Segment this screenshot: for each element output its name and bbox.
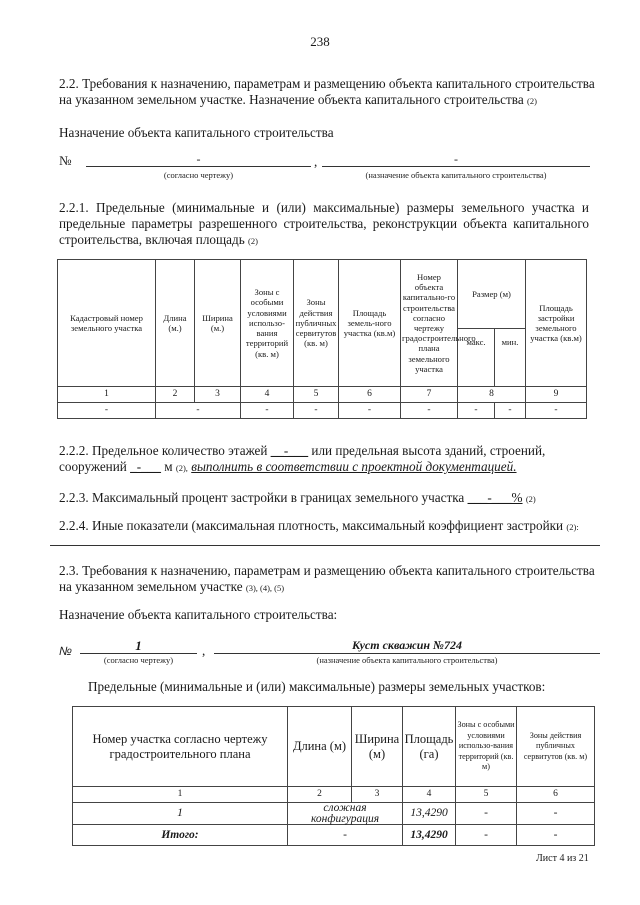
cell-area: 13,4290 bbox=[403, 803, 456, 825]
header-object-number: Номер объекта капитально-го строительства согласно чертежу градостроительного плана земельного участка bbox=[401, 260, 458, 387]
section-divider-line bbox=[50, 545, 600, 546]
header-length: Длина (м.) bbox=[156, 260, 195, 387]
column-number: 3 bbox=[195, 387, 241, 403]
column-number: 2 bbox=[156, 387, 195, 403]
header-size-max: макс. bbox=[458, 329, 495, 387]
section-2-2-1-line2: предельные параметры разрешенного строительства, реконструкции объекта капитального bbox=[59, 216, 589, 231]
header-cadastral: Кадастровый номер земельного участка bbox=[58, 260, 156, 387]
section-2-2-1-line1: 2.2.1. Предельные (минимальные и (или) максимальные) размеры земельного участка и bbox=[59, 200, 589, 215]
cell-zones-servitude: - bbox=[517, 803, 595, 825]
total-zones-servitude: - bbox=[517, 825, 595, 846]
floors-value: __-___ bbox=[270, 443, 309, 458]
header-width: Ширина (м.) bbox=[195, 260, 241, 387]
column-number: 2 bbox=[288, 787, 352, 803]
build-percent-value: ___-___% bbox=[467, 490, 523, 505]
cell-plot-number: 1 bbox=[73, 803, 288, 825]
header-built-area: Площадь застройки земельного участка (кв.м) bbox=[526, 260, 587, 387]
drawing-number-underline bbox=[86, 166, 311, 167]
height-value: _-___ bbox=[130, 459, 161, 474]
purpose-value: - bbox=[454, 152, 458, 166]
caption-drawing: (согласно чертежу) bbox=[103, 655, 174, 665]
section-2-2-1-text bbox=[59, 200, 589, 249]
purpose-value: Куст скважин №724 bbox=[351, 638, 463, 652]
section-2-3-heading-line2: на указанном земельном участке (3), (4), (5) bbox=[59, 579, 285, 594]
number-sign: № bbox=[59, 644, 72, 658]
column-numbers-row bbox=[73, 787, 595, 803]
column-number: 3 bbox=[352, 787, 403, 803]
cell-size-min: - bbox=[495, 403, 526, 419]
section-2-2-3: 2.2.3. Максимальный процент застройки в границах земельного участка ___-___% (2) bbox=[59, 490, 536, 505]
header-width: Ширина (м) bbox=[352, 707, 403, 787]
column-number: 6 bbox=[339, 387, 401, 403]
section-2-2-heading-line2: на указанном земельном участке. Назначение объекта капитального строительства (2) bbox=[59, 92, 537, 107]
section-2-2-2-line2: сооружений _-___ м (2), выполнить в соответствии с проектной документацией. bbox=[59, 459, 517, 474]
total-label: Итого: bbox=[73, 825, 288, 846]
number-sign: № bbox=[59, 153, 72, 168]
section-2-3-heading bbox=[59, 563, 619, 596]
header-size: Размер (м) bbox=[458, 260, 526, 329]
footnote-ref: (2) bbox=[525, 494, 536, 504]
footnote-ref: (2) bbox=[526, 96, 537, 106]
cell-zones-special: - bbox=[241, 403, 294, 419]
comma: , bbox=[314, 154, 318, 169]
section-2-2-2-line1: 2.2.2. Предельное количество этажей __-___ или предельная высота зданий, строений, bbox=[59, 443, 546, 458]
cell-length-width: сложная конфигурация bbox=[288, 803, 403, 825]
column-number: 9 bbox=[526, 387, 587, 403]
purpose-underline bbox=[322, 166, 590, 167]
header-size-min: мин. bbox=[495, 329, 526, 387]
column-number: 5 bbox=[456, 787, 517, 803]
column-number: 1 bbox=[58, 387, 156, 403]
cell-object-number: - bbox=[401, 403, 458, 419]
caption-purpose: (назначение объекта капитального строительства) bbox=[365, 170, 547, 180]
table-row bbox=[58, 403, 587, 419]
cell-zones-servitude: - bbox=[294, 403, 339, 419]
section-2-2-purpose-label: Назначение объекта капитального строительства bbox=[59, 125, 334, 140]
footnote-ref: (3), (4), (5) bbox=[245, 583, 285, 593]
column-number: 7 bbox=[401, 387, 458, 403]
total-zones-special: - bbox=[456, 825, 517, 846]
plot-parameters-table bbox=[57, 259, 587, 419]
drawing-number-value: 1 bbox=[135, 638, 142, 653]
caption-purpose: (назначение объекта капитального строительства) bbox=[316, 655, 498, 665]
section-2-2-heading-line1: 2.2. Требования к назначению, параметрам и размещению объекта капитального строительства bbox=[59, 76, 595, 91]
column-number: 8 bbox=[458, 387, 526, 403]
drawing-number-underline bbox=[80, 653, 197, 654]
column-number: 4 bbox=[241, 387, 294, 403]
total-row bbox=[73, 825, 595, 846]
purpose-underline bbox=[214, 653, 600, 654]
section-2-2-heading bbox=[59, 76, 619, 109]
section-2-2-2 bbox=[59, 443, 619, 476]
column-number: 1 bbox=[73, 787, 288, 803]
sheet-counter: Лист 4 из 21 bbox=[536, 853, 589, 864]
table-row bbox=[73, 803, 595, 825]
cell-zones-special: - bbox=[456, 803, 517, 825]
footnote-ref: (2) bbox=[248, 236, 258, 246]
section-2-3-purpose-label: Назначение объекта капитального строительства: bbox=[59, 607, 338, 622]
cell-length-width: - bbox=[156, 403, 241, 419]
footnote-ref: (2): bbox=[566, 522, 579, 532]
column-numbers-row bbox=[58, 387, 587, 403]
comma: , bbox=[202, 643, 206, 658]
section-2-2-1-line3: строительства, включая площадь (2) bbox=[59, 232, 258, 247]
footnote-ref: (2), bbox=[175, 463, 188, 473]
section-2-3-heading-line1: 2.3. Требования к назначению, параметрам и размещению объекта капитального строительства bbox=[59, 563, 595, 578]
drawing-number-value: - bbox=[196, 152, 201, 166]
column-number: 5 bbox=[294, 387, 339, 403]
limits-label: Предельные (минимальные и (или) максимальные) размеры земельных участков: bbox=[88, 679, 546, 694]
header-plot-area: Площадь земель-ного участка (кв.м) bbox=[339, 260, 401, 387]
page-number: 238 bbox=[310, 34, 330, 49]
design-doc-note: выполнить в соответствии с проектной документацией. bbox=[191, 459, 517, 474]
caption-drawing: (согласно чертежу) bbox=[163, 170, 234, 180]
total-area: 13,4290 bbox=[403, 825, 456, 846]
header-zones-servitude: Зоны действия публичных сервитутов (кв. м) bbox=[517, 707, 595, 787]
cell-built-area: - bbox=[526, 403, 587, 419]
column-number: 4 bbox=[403, 787, 456, 803]
cell-size-max: - bbox=[458, 403, 495, 419]
total-length-width: - bbox=[288, 825, 403, 846]
header-zones-servitude: Зоны действия публичных сервитутов (кв. м) bbox=[294, 260, 339, 387]
header-plot-number: Номер участка согласно чертежу градостроительного плана bbox=[73, 707, 288, 787]
header-area: Площадь (га) bbox=[403, 707, 456, 787]
cell-plot-area: - bbox=[339, 403, 401, 419]
header-zones-special: Зоны с особыми условиями использо-вания территорий (кв. м) bbox=[456, 707, 517, 787]
section-2-2-4: 2.2.4. Иные показатели (максимальная плотность, максимальный коэффициент застройки (2): bbox=[59, 518, 579, 533]
header-zones-special: Зоны с особыми условиями использо-вания территорий (кв. м) bbox=[241, 260, 294, 387]
plot-sizes-table bbox=[72, 706, 595, 846]
column-number: 6 bbox=[517, 787, 595, 803]
header-length: Длина (м) bbox=[288, 707, 352, 787]
cell-cadastral: - bbox=[58, 403, 156, 419]
